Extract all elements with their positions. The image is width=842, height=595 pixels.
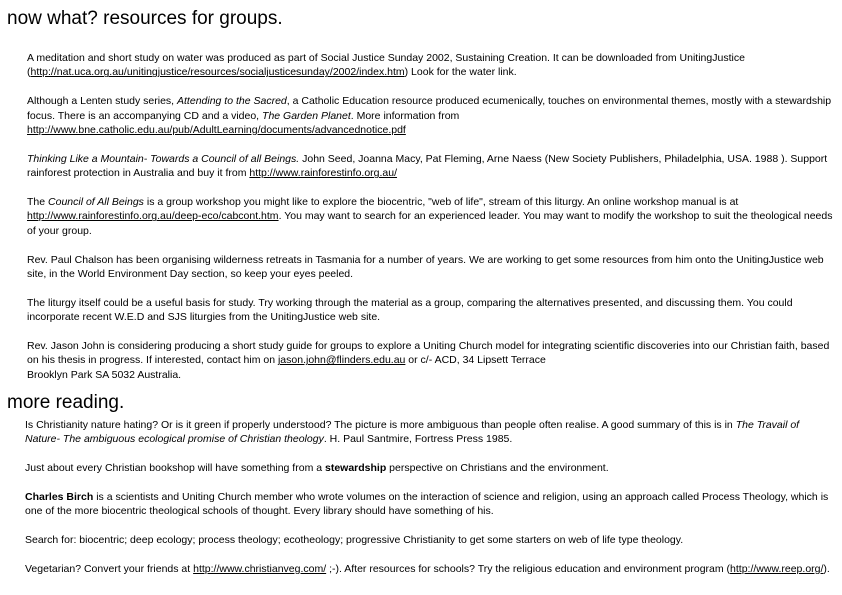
charles-birch-paragraph: Charles Birch is a scientists and Uniting Church member who wrote volumes on the interaction of science and religion, using an approach called Process Theology, which is one of the more biocentric theological schools of thought. Every library should have something of his. [25,491,829,518]
bookshop-paragraph: Just about every Christian bookshop will have something from a stewardship perspective on Christians and the environment. [25,462,609,475]
council-workshop-paragraph: The Council of All Beings is a group workshop you might like to explore the biocentric, "web of life", stream of this liturgy. An online workshop manual is at http://www.rainforestinfo.org.au/deep-eco/cabcont.htm. You may want to search for an experienced leader. You may want to modify the workshop to suit the theological needs of your group. [27,196,833,237]
vegetarian-paragraph: Vegetarian? Convert your friends at http://www.christianveg.com/ ;-). After resources for schools? Try the religious education and environment program (http://www.reep.org/). [25,563,830,575]
catholic-education-link[interactable]: http://www.bne.catholic.edu.au/pub/AdultLearning/documents/advancednotice.pdf [27,124,406,137]
christianveg-link[interactable]: http://www.christianveg.com/ [193,563,327,575]
liturgy-study-paragraph: The liturgy itself could be a useful basis for study. Try working through the material as a group, comparing the alternatives presented, and discussing them. You could incorporate recent W.E.D and SJS liturgies from the UnitingJustice web site. [27,296,793,324]
workshop-manual-link[interactable]: http://www.rainforestinfo.org.au/deep-eco/cabcont.htm [27,210,279,223]
wilderness-retreats-paragraph: Rev. Paul Chalson has been organising wilderness retreats in Tasmania for a number of years. We are working to get some resources from him onto the UnitingJustice web site, in the World Environment Day section, so keep your eyes peeled. [27,253,824,281]
email-link[interactable]: jason.john@flinders.edu.au [277,354,406,367]
section-heading-more-reading: more reading. [7,392,125,413]
page-title: now what? resources for groups. [7,8,283,29]
water-study-paragraph: A meditation and short study on water was produced as part of Social Justice Sunday 2002, Sustaining Creation. It can be downloaded from UnitingJustice (http://nat.uca.org.au/unitingjustice/resources/socialjusticesunday/2002/index.htm) Look for the water link. [27,52,745,79]
lenten-study-paragraph: Although a Lenten study series, Attending to the Sacred, a Catholic Education resource produced ecumenically, touches on environmental themes, mostly with a stewardship focus. There is an accompanying CD and a video, The Garden Planet. More information from http://www.bne.catholic.edu.au/pub/AdultLearning/documents/advancednotice.pdf [27,95,832,137]
mountain-book-paragraph: Thinking Like a Mountain- Towards a Council of all Beings. John Seed, Joanna Macy, Pat Fleming, Arne Naess (New Society Publishers, Philadelphia, USA. 1988 ). Support rainforest protection in Australia and buy it from http://www.rainforestinfo.org.au/ [27,152,828,180]
unitingjustice-link[interactable]: http://nat.uca.org.au/unitingjustice/resources/socialjusticesunday/2002/index.htm [30,66,405,79]
study-guide-paragraph: Rev. Jason John is considering producing a short study guide for groups to explore a Uniting Church model for integrating scientific discoveries into our Christian faith, based on his thesis in progress. If interested, contact him on jason.john@flinders.edu.au or c/- ACD, 34 Lipsett Terrace Brooklyn Park SA 5032 Australia. [27,340,830,381]
reep-link[interactable]: http://www.reep.org/ [730,563,824,575]
search-terms-paragraph: Search for: biocentric; deep ecology; process theology; ecotheology; progressive Christianity to get some starters on web of life type theology. [25,534,684,547]
nature-hating-paragraph: Is Christianity nature hating? Or is it green if properly understood? The picture is more ambiguous than people often realise. A good summary of this is in The Travail of Nature- The ambiguous ecological promise of Christian theology. H. Paul Santmire, Fortress Press 1985. [25,419,800,446]
rainforestinfo-link[interactable]: http://www.rainforestinfo.org.au/ [249,167,398,180]
resources-section [27,51,835,397]
reading-section [25,418,837,591]
